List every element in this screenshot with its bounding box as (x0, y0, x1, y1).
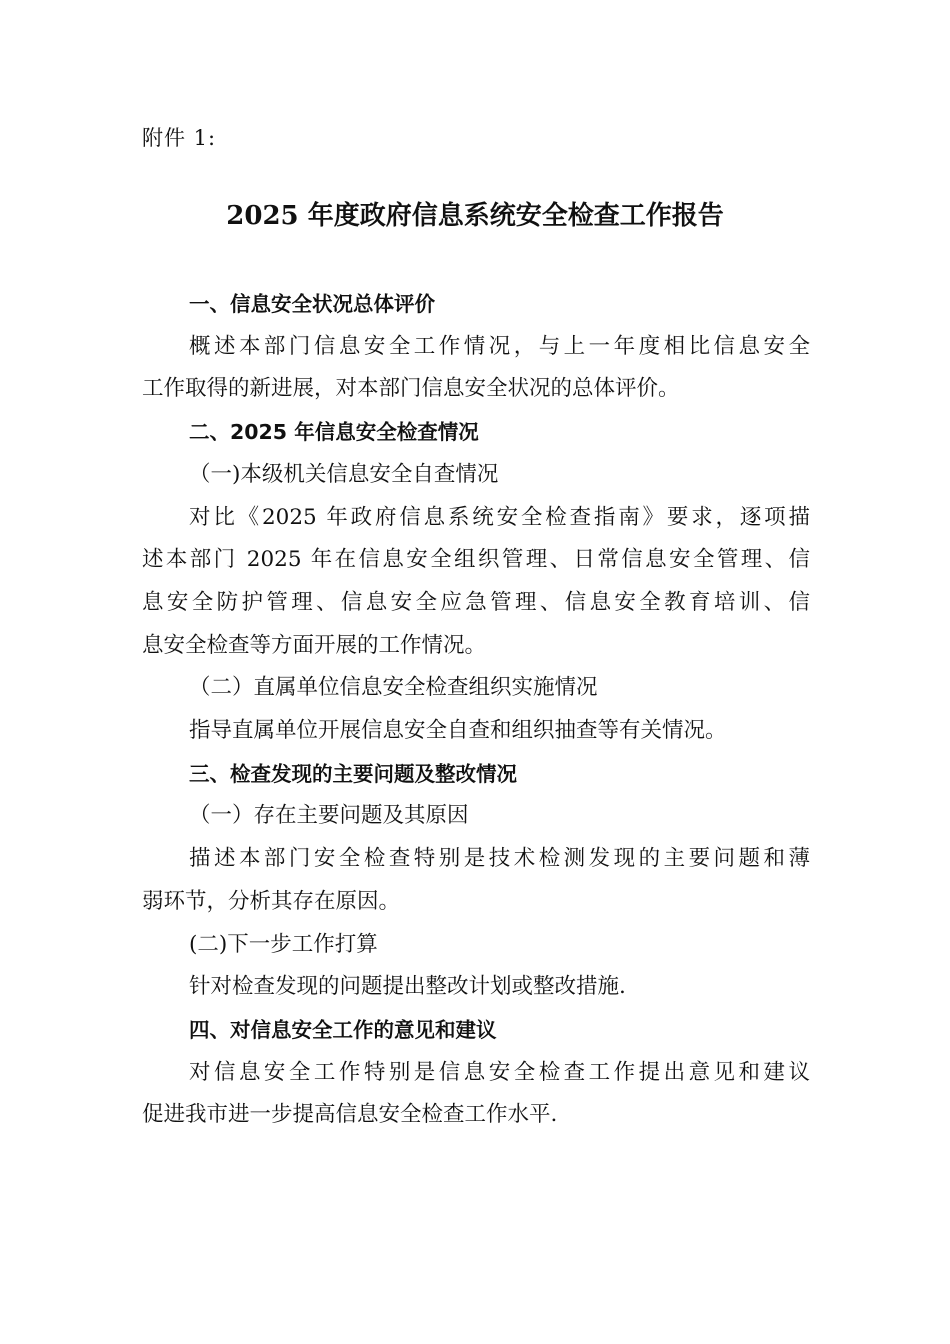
attachment-label: 附件 1: (142, 126, 217, 150)
paragraph-line: 针对检查发现的问题提出整改计划或整改措施. (189, 974, 626, 1000)
document-title: 2025 年度政府信息系统安全检查工作报告 (226, 201, 724, 231)
subsection-heading: （二）直属单位信息安全检查组织实施情况 (189, 675, 598, 701)
paragraph-line: 对信息安全工作特别是信息安全检查工作提出意见和建议 (189, 1059, 810, 1085)
section-heading-1: 一、信息安全状况总体评价 (189, 292, 435, 316)
section-heading-3: 三、检查发现的主要问题及整改情况 (189, 761, 517, 786)
paragraph-line: 述本部门 2025 年在信息安全组织管理、日常信息安全管理、信 (142, 547, 810, 573)
paragraph-line: 息安全检查等方面开展的工作情况。 (142, 632, 487, 658)
paragraph-line: 促进我市进一步提高信息安全检查工作水平. (142, 1102, 558, 1128)
subsection-heading: （一)本级机关信息安全自查情况 (189, 461, 499, 487)
document-body (142, 283, 810, 1137)
paragraph-line: 指导直属单位开展信息安全自查和组织抽查等有关情况。 (189, 718, 727, 744)
section-heading-4: 四、对信息安全工作的意见和建议 (189, 1017, 497, 1042)
paragraph-line: 弱环节，分析其存在原因。 (142, 888, 401, 914)
subsection-heading: （一）存在主要问题及其原因 (189, 803, 469, 829)
subsection-heading: (二)下一步工作打算 (189, 931, 378, 957)
paragraph-line: 息安全防护管理、信息安全应急管理、信息安全教育培训、信 (142, 589, 810, 615)
paragraph-line: 概述本部门信息安全工作情况，与上一年度相比信息安全 (189, 333, 810, 359)
paragraph-line: 工作取得的新进展，对本部门信息安全状况的总体评价。 (142, 376, 680, 402)
paragraph-line: 对比《2025 年政府信息系统安全检查指南》要求，逐项描 (189, 504, 810, 530)
section-heading-2: 二、2025 年信息安全检查情况 (189, 420, 479, 445)
paragraph-line: 描述本部门安全检查特别是技术检测发现的主要问题和薄 (189, 846, 810, 872)
